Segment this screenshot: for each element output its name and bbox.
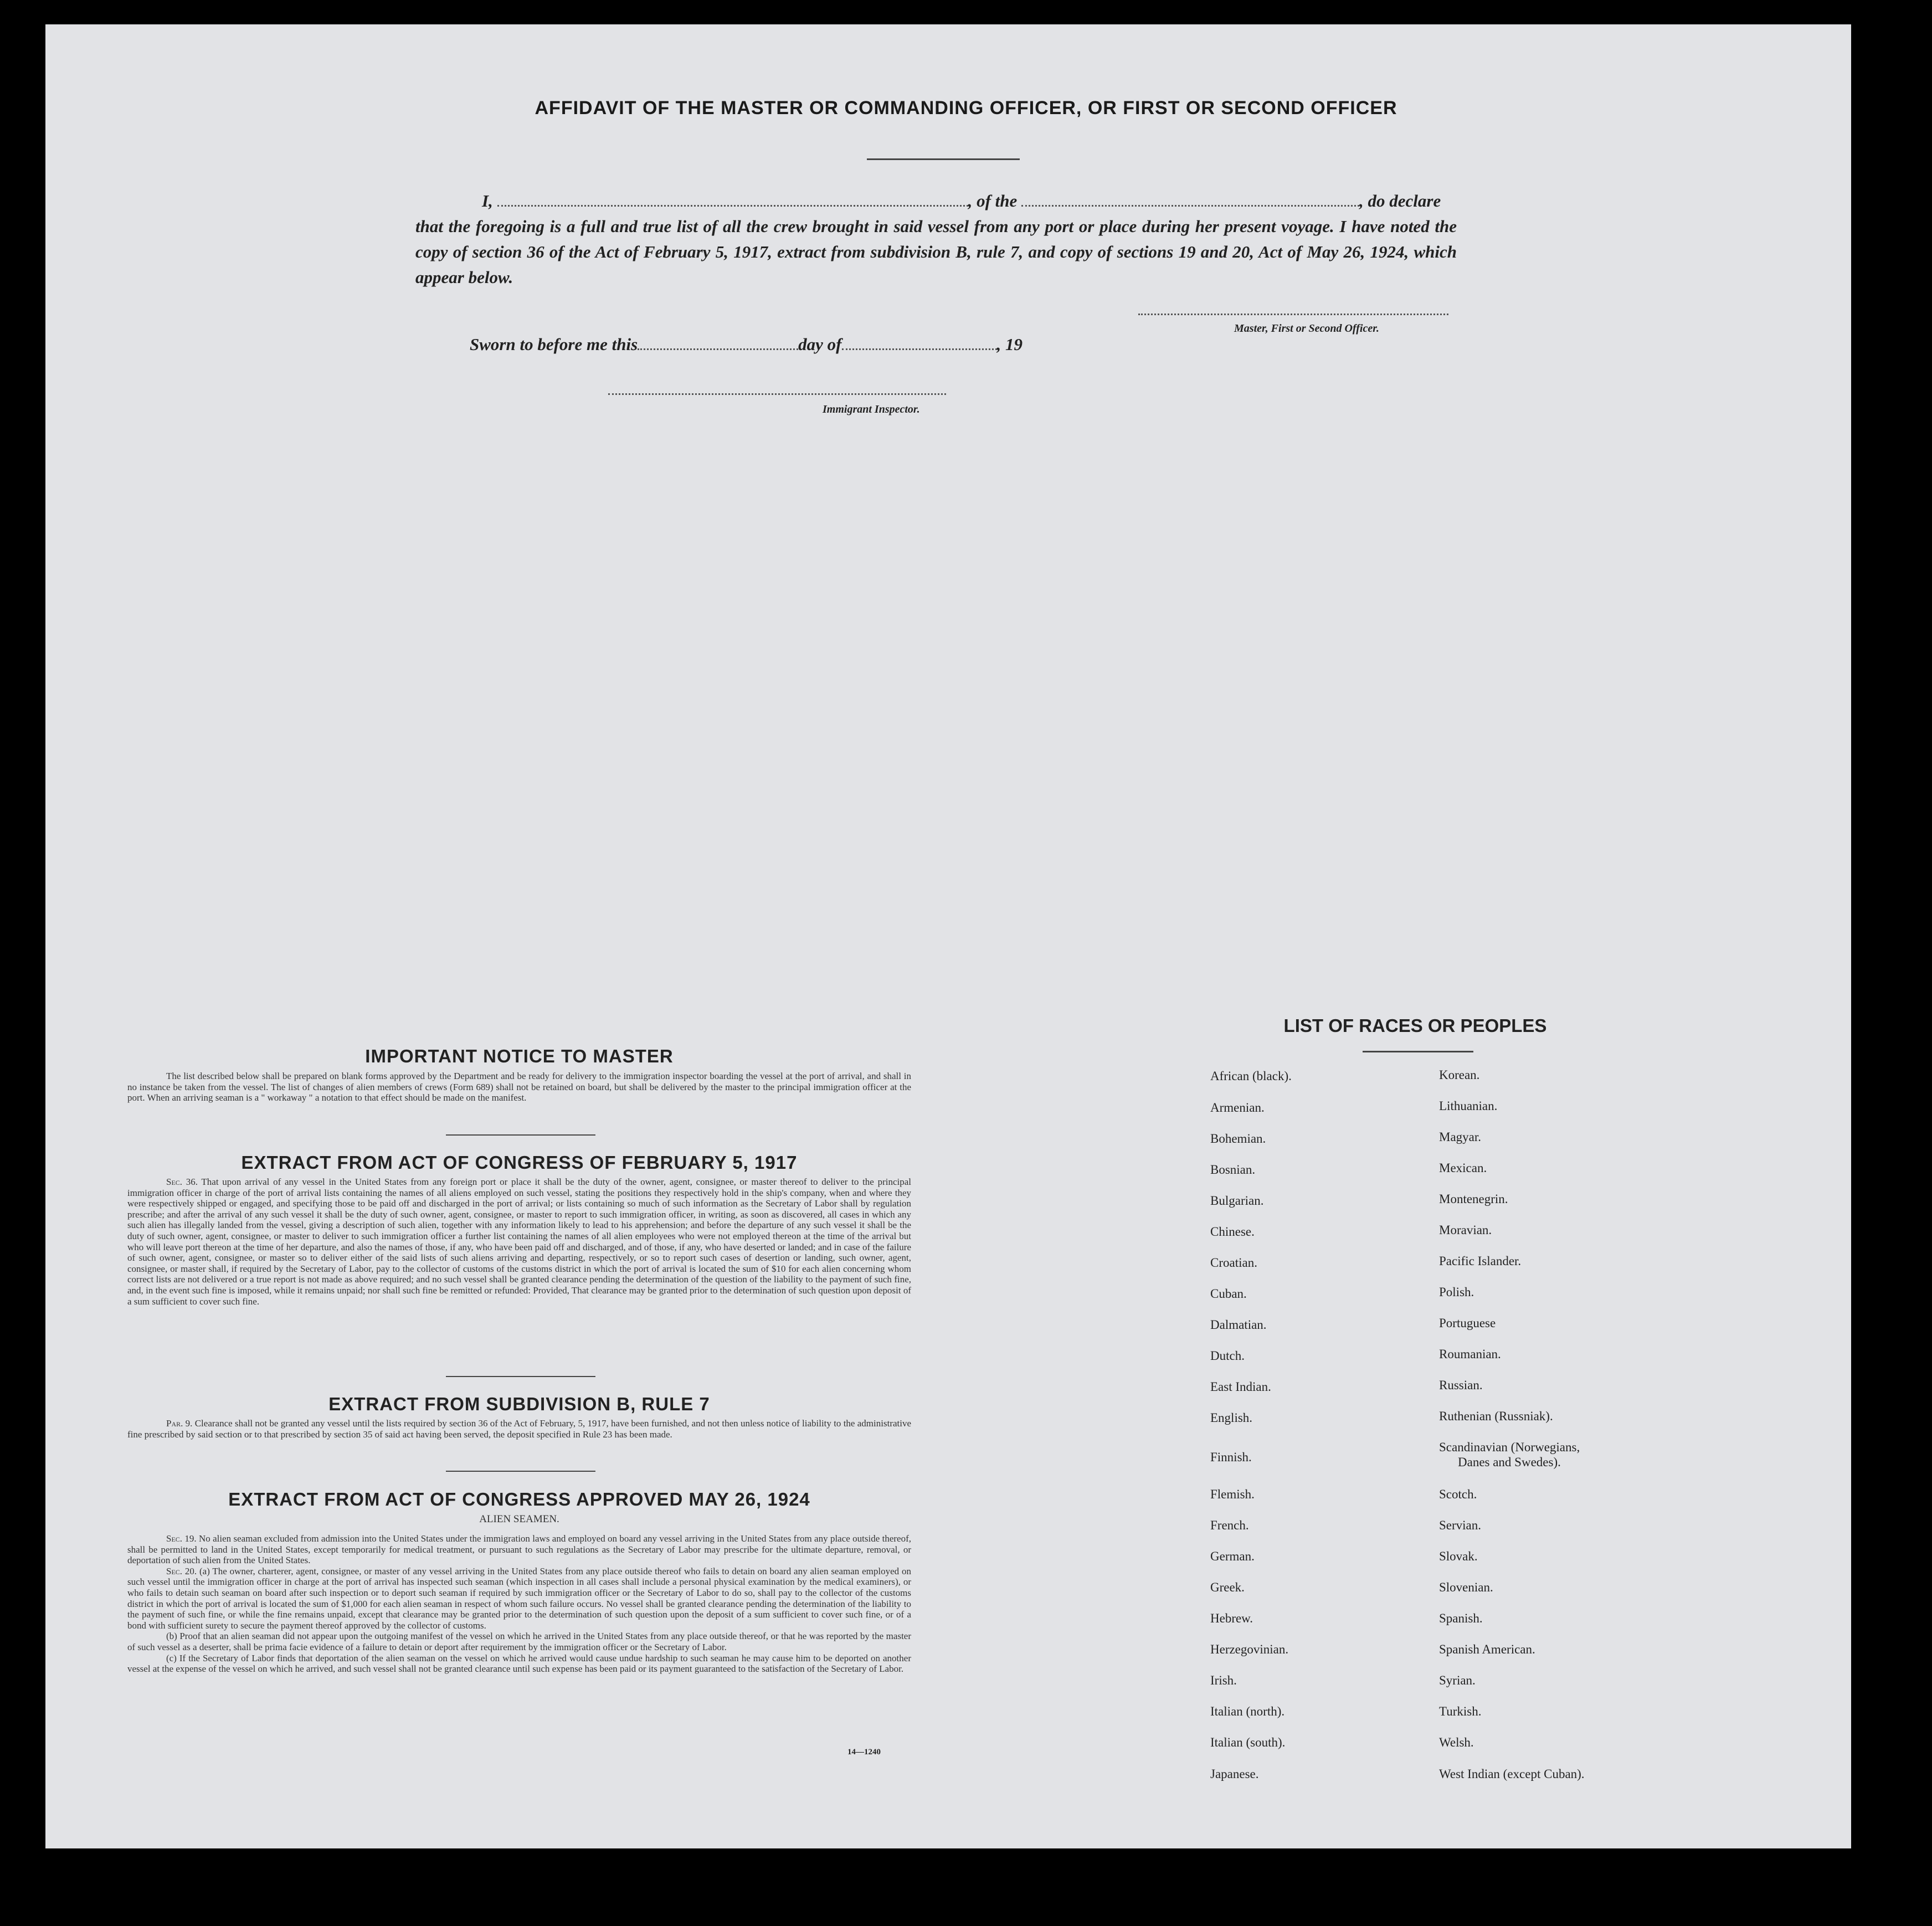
race-item: Armenian. bbox=[1210, 1101, 1265, 1114]
sec-20-paragraph bbox=[127, 1566, 911, 1631]
sec-19-label: Sec. 19. bbox=[166, 1533, 197, 1544]
notice-title: IMPORTANT NOTICE TO MASTER bbox=[365, 1046, 674, 1066]
race-item: Syrian. bbox=[1439, 1673, 1476, 1687]
extract-1924-title: EXTRACT FROM ACT OF CONGRESS APPROVED MAY 26, 1924 bbox=[228, 1489, 810, 1509]
race-item: Polish. bbox=[1439, 1285, 1474, 1299]
race-item: Magyar. bbox=[1439, 1130, 1482, 1144]
par-9-label: Par. 9. bbox=[166, 1418, 193, 1429]
race-item: Dutch. bbox=[1210, 1349, 1245, 1363]
race-item: Ruthenian (Russniak). bbox=[1439, 1409, 1553, 1423]
form-number: 14—1240 bbox=[847, 1748, 881, 1756]
sworn-day-field[interactable] bbox=[638, 348, 798, 350]
race-item: Turkish. bbox=[1439, 1704, 1482, 1718]
race-item: German. bbox=[1210, 1549, 1255, 1563]
race-item: Bohemian. bbox=[1210, 1132, 1266, 1146]
race-item: Irish. bbox=[1210, 1673, 1237, 1687]
declarant-name-field[interactable] bbox=[497, 205, 968, 207]
races-divider bbox=[1363, 1051, 1473, 1052]
race-item: Mexican. bbox=[1439, 1161, 1487, 1175]
sec-20b-body: (b) Proof that an alien seaman did not appear upon the outgoing manifest of the vessel on which he arrived in the United States from any place outside thereof, or that he was reported by the master of such vessel as a deserter, shall be prima facie evidence of a failure to detain or deport after requirement by the immigration officer or the Secretary of Labor. bbox=[127, 1631, 911, 1652]
race-item: West Indian (except Cuban). bbox=[1439, 1767, 1585, 1781]
race-item: Spanish. bbox=[1439, 1611, 1483, 1625]
declare-label: , do declare bbox=[1359, 191, 1441, 210]
binder-hole bbox=[1858, 218, 1888, 248]
notice-text bbox=[127, 1071, 911, 1103]
sec-20c-body: (c) If the Secretary of Labor finds that deportation of the alien seaman on the vessel on which he arrived would cause undue hardship to such seaman he may cause him to be deported on another vessel at the expense of the vessel on which he arrived, and such vessel shall not be granted clearance until such expense has been paid or its payment guaranteed to the satisfaction of the Secretary of Labor. bbox=[127, 1652, 911, 1675]
section-divider bbox=[446, 1376, 595, 1377]
race-item: Dalmatian. bbox=[1210, 1318, 1267, 1332]
race-item: Servian. bbox=[1439, 1518, 1482, 1532]
races-title: LIST OF RACES OR PEOPLES bbox=[1283, 1015, 1547, 1036]
race-item: Bulgarian. bbox=[1210, 1194, 1264, 1208]
title-divider bbox=[867, 158, 1020, 160]
race-item: French. bbox=[1210, 1518, 1249, 1532]
vessel-name-field[interactable] bbox=[1021, 205, 1359, 207]
notice-text-body: The list described below shall be prepared on blank forms approved by the Department and be ready for delivery to the immigration inspector boarding the vessel at the port of arrival, and shall in no instance be taken from the vessel. The list of changes of alien members of crews (Form 689) shall not be retained on board, but shall be delivered by the master to the principal immigration officer at the port. When an arriving seaman is a " workaway " a notation to that effect should be made on the manifest. bbox=[127, 1071, 911, 1103]
alien-seamen-subtitle: ALIEN SEAMEN. bbox=[479, 1513, 559, 1525]
declarant-prefix: I, bbox=[482, 191, 493, 210]
race-item: Chinese. bbox=[1210, 1225, 1255, 1239]
affidavit-title: AFFIDAVIT OF THE MASTER OR COMMANDING OFFICER, OR FIRST OR SECOND OFFICER bbox=[535, 97, 1397, 119]
race-item: Italian (south). bbox=[1210, 1735, 1286, 1749]
sec-36-body: That upon arrival of any vessel in the United States from any foreign port or place it shall be the duty of the owner, agent, consignee, or master thereof to deliver to the principal immigration officer in charge of the port of arrival lists containing the names of all aliens employed on such vessel, stating the positions they respectively hold in the ship's company, when and where they were respectively shipped or engaged, and specifying those to be paid off and discharged in the port of arrival; or lists containing so much of such information as the Secretary of Labor shall by regulation prescribe; and after the arrival of any such vessel it shall be the duty of such owner, agent, consignee, or master to report to such immigration officer, in writing, as soon as discovered, all cases in which any such alien has illegally landed from the vessel, giving a description of such alien, together with any information likely to lead to his apprehension; and before the departure of any such vessel it shall be the duty of such owner, agent, consignee, or master to deliver to such immigration officer a further list containing the names of all alien employees who were not employed thereon at the time of the arrival but who will leave port thereon at the time of her departure, and also the names of those, if any, who have been paid off and discharged, and of those, if any, who have deserted or landed; and in case of the failure of such owner, agent, consignee, or master so to deliver either of the said lists of such aliens arriving and departing, respectively, or so to report such cases of desertion or landing, such owner, agent, consignee, or master shall, if required by the Secretary of Labor, pay to the collector of customs of the customs district in which the port of arrival is located the sum of $10 for each alien concerning whom correct lists are not delivered or a true report is not made as above required; and no such vessel shall be granted clearance pending the determination of the question of the liability to the payment of such fine, and, in the event such fine is imposed, while it remains unpaid; nor shall such fine be remitted or refunded: Provided, That clearance may be granted prior to the determination of such question upon deposit of a sum sufficient to cover such fine. bbox=[127, 1177, 911, 1307]
race-item: Welsh. bbox=[1439, 1735, 1474, 1749]
binder-hole bbox=[1858, 304, 1888, 333]
race-item: Montenegrin. bbox=[1439, 1192, 1508, 1206]
race-item: Flemish. bbox=[1210, 1487, 1255, 1501]
sworn-year-label: , 19 bbox=[996, 335, 1022, 354]
sec-19-body: No alien seaman excluded from admission into the United States under the immigration laws and employed on board any vessel arriving in the United States from any place outside thereof, shall be permitted to land in the United States, except temporarily for medical treatment, or pursuant to such regulations as the Secretary of Labor may prescribe for the ultimate departure, removal, or deportation of such alien from the United States. bbox=[127, 1533, 912, 1566]
affidavit-body: that the foregoing is a full and true list of all the crew brought in said vessel from any port or place during her present voyage. I have noted the copy of section 36 of the Act of February 5, 1917, extract from subdivision B, rule 7, and copy of sections 19 and 20, Act of May 26, 1924, which appear below. bbox=[415, 217, 1457, 287]
extract-1917-text bbox=[127, 1177, 911, 1307]
rule-7-text bbox=[127, 1418, 911, 1440]
affidavit-statement bbox=[415, 188, 1457, 290]
race-item: Roumanian. bbox=[1439, 1347, 1501, 1361]
race-item: Herzegovinian. bbox=[1210, 1642, 1289, 1656]
race-item: Italian (north). bbox=[1210, 1704, 1285, 1718]
binder-hole bbox=[1856, 660, 1885, 690]
sec-20a-body: (a) The owner, charterer, agent, consignee, or master of any vessel arriving in the United States from any place outside thereof who fails to detain on board any alien seaman employed on such vessel until the immigration officer in charge at the port of arrival has inspected such seaman (which inspection in all cases shall include a personal physical examination by the medical examiners), or who fails to detain such seaman on board after such inspection or to deport such seaman if required by such immigration officer or the Secretary of Labor to do so, shall pay to the collector of the customs district in which the port of arrival is located the sum of $1,000 for each alien seaman in respect of whom such failure occurs. No vessel shall be granted clearance pending the determination of the liability to the payment of such fine, or while the fine remains unpaid, except that clearance may be granted prior to the determination of such question upon the deposit of a sum sufficient to cover such fine, or of a bond with sufficient surety to secure the payment thereof approved by the collector of customs. bbox=[127, 1565, 912, 1631]
officer-signature-line[interactable] bbox=[1138, 314, 1448, 315]
binder-hole bbox=[1856, 1183, 1885, 1213]
race-item: Spanish American. bbox=[1439, 1642, 1535, 1656]
inspector-signature-line[interactable] bbox=[608, 393, 946, 395]
race-item: Moravian. bbox=[1439, 1223, 1492, 1237]
race-item: Slovak. bbox=[1439, 1549, 1478, 1563]
race-item: Bosnian. bbox=[1210, 1163, 1256, 1177]
race-item: Greek. bbox=[1210, 1580, 1245, 1594]
sworn-month-field[interactable] bbox=[842, 348, 997, 350]
race-item: African (black). bbox=[1210, 1069, 1292, 1083]
section-divider bbox=[446, 1471, 595, 1472]
binder-hole bbox=[1857, 1625, 1887, 1655]
inspector-signature-label: Immigrant Inspector. bbox=[823, 403, 920, 415]
sec-36-label: Sec. 36. bbox=[166, 1177, 198, 1187]
binder-hole bbox=[1856, 50, 1885, 80]
race-item: Hebrew. bbox=[1210, 1611, 1253, 1625]
extract-1917-title: EXTRACT FROM ACT OF CONGRESS OF FEBRUARY 5, 1917 bbox=[241, 1152, 798, 1173]
race-item: Portuguese bbox=[1439, 1316, 1496, 1330]
race-item: Lithuanian. bbox=[1439, 1099, 1498, 1113]
race-item: Korean. bbox=[1439, 1068, 1480, 1082]
race-item: Russian. bbox=[1439, 1378, 1483, 1392]
extract-1924-text bbox=[127, 1533, 911, 1675]
race-item: English. bbox=[1210, 1411, 1253, 1425]
race-item: Slovenian. bbox=[1439, 1580, 1493, 1594]
binder-hole bbox=[1857, 1272, 1887, 1302]
sec-20-label: Sec. 20. bbox=[166, 1565, 197, 1576]
race-item: Pacific Islander. bbox=[1439, 1254, 1522, 1268]
race-item: Scandinavian (Norwegians, bbox=[1439, 1440, 1580, 1454]
par-9-body: Clearance shall not be granted any vessel until the lists required by section 36 of the Act of February, 5, 1917, have been furnished, and not then unless notice of liability to the administrative fine prescribed by said section or to that prescribed by section 35 of said act having been served, the deposit specified in Rule 23 has been made. bbox=[127, 1418, 912, 1440]
sworn-day-of-label: day of bbox=[798, 335, 842, 354]
race-item: East Indian. bbox=[1210, 1380, 1271, 1394]
rule-7-title: EXTRACT FROM SUBDIVISION B, RULE 7 bbox=[328, 1394, 710, 1414]
sworn-prefix: Sworn to before me this bbox=[470, 335, 638, 354]
of-the-label: , of the bbox=[968, 191, 1018, 210]
race-item: Scotch. bbox=[1439, 1487, 1477, 1501]
sec-19-paragraph bbox=[127, 1533, 911, 1566]
sworn-line bbox=[470, 335, 1022, 355]
binder-hole bbox=[1856, 569, 1885, 599]
race-item: Cuban. bbox=[1210, 1287, 1247, 1301]
race-item: Japanese. bbox=[1210, 1767, 1259, 1781]
race-item-continuation: Danes and Swedes). bbox=[1458, 1455, 1561, 1469]
officer-signature-label: Master, First or Second Officer. bbox=[1234, 322, 1379, 335]
race-item: Finnish. bbox=[1210, 1450, 1252, 1464]
race-item: Croatian. bbox=[1210, 1256, 1257, 1270]
section-divider bbox=[446, 1134, 595, 1136]
